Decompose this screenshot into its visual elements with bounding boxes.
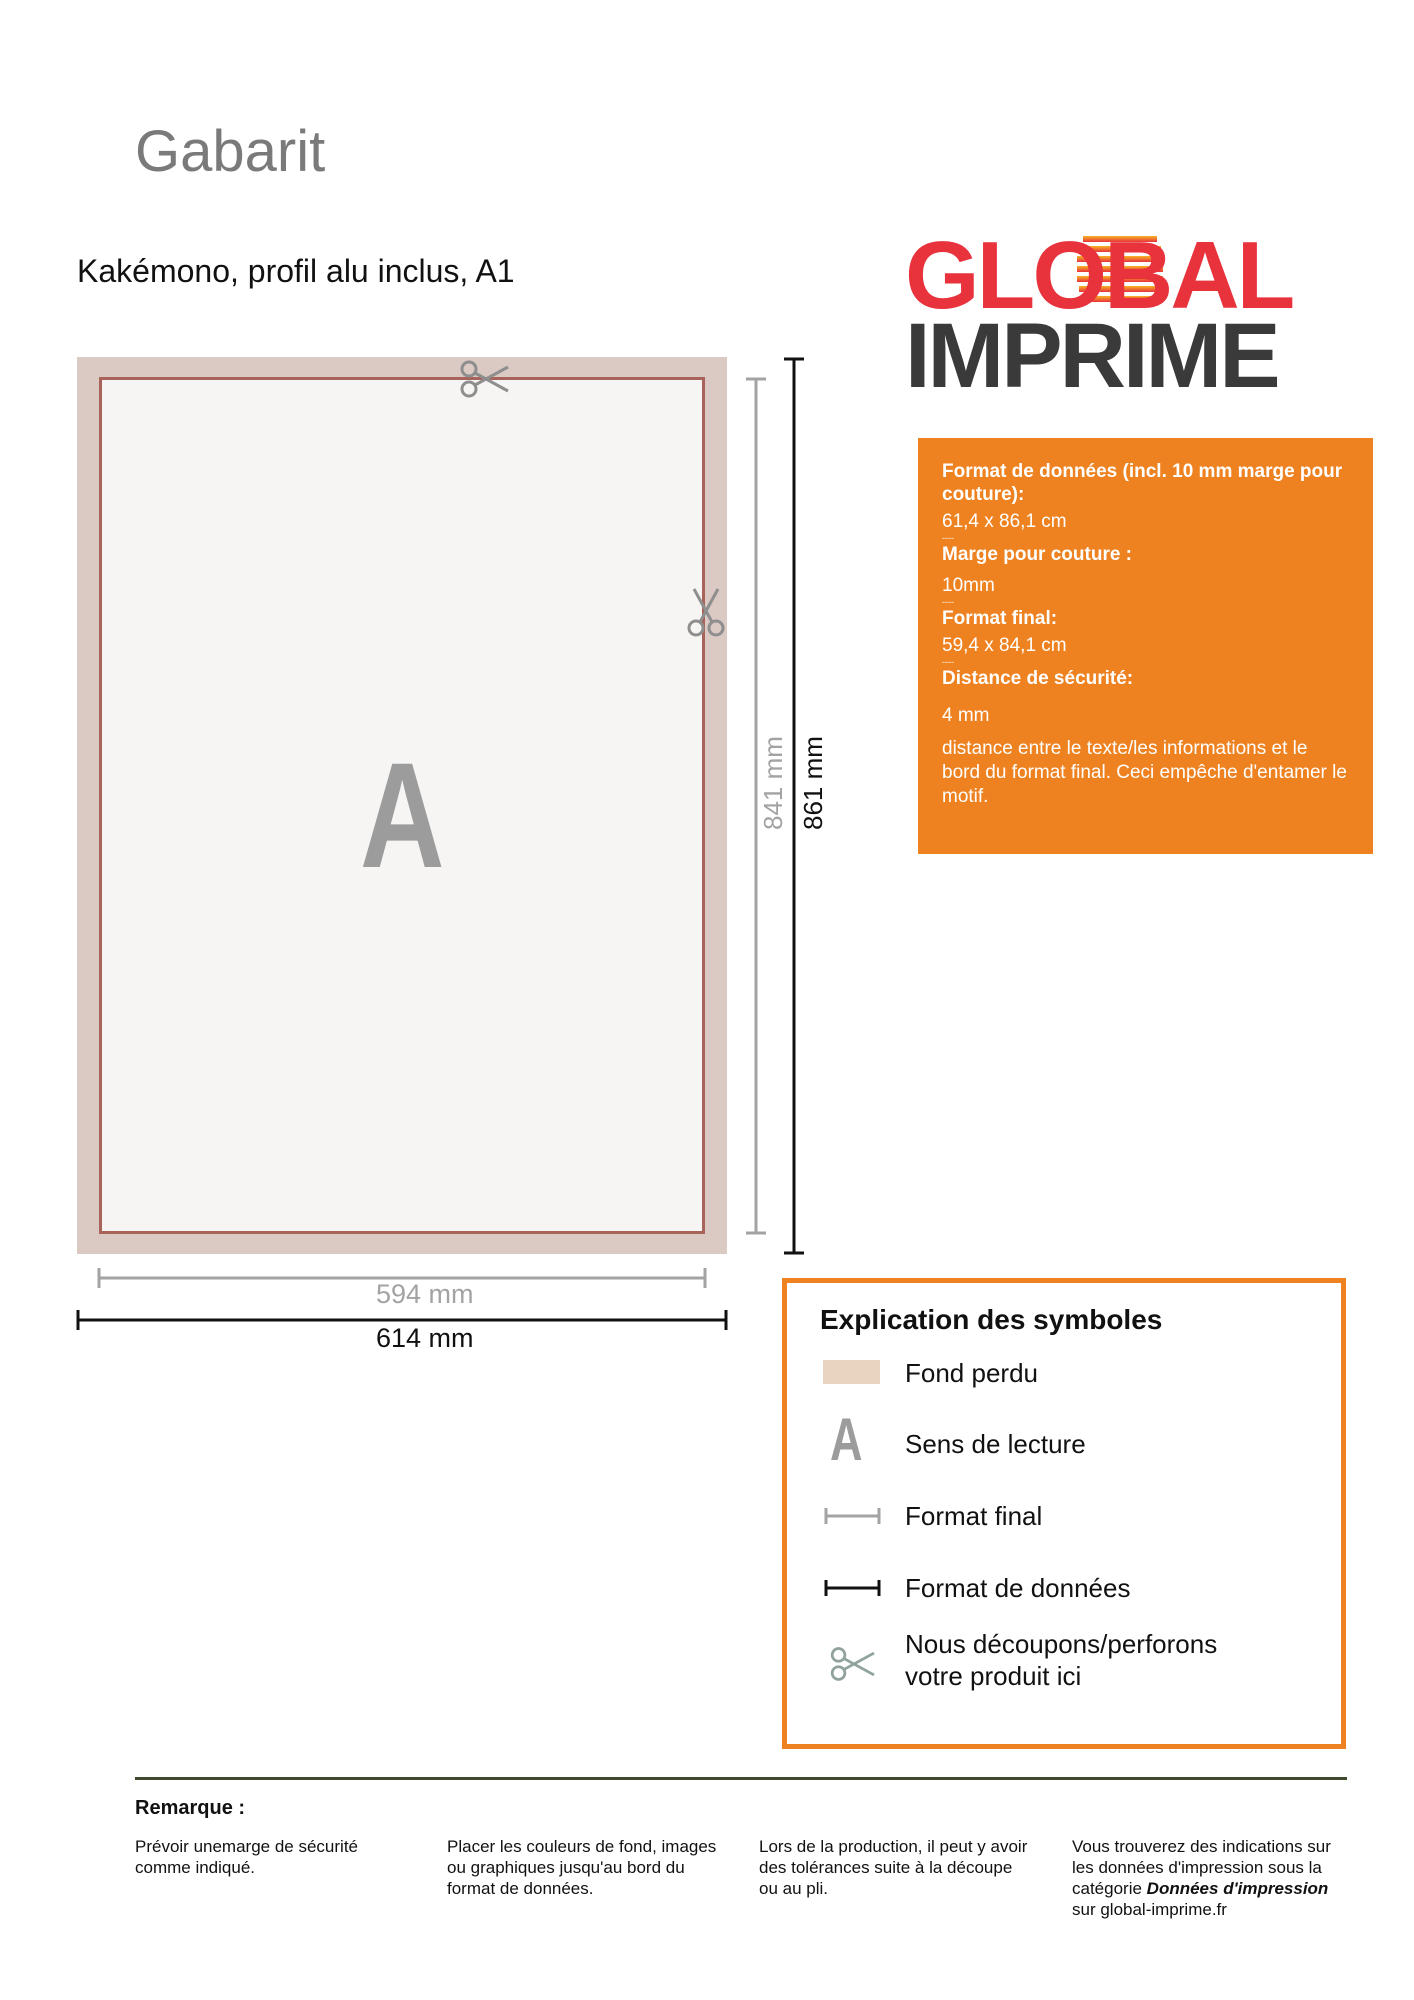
remark-col-3: Lors de la production, il peut y avoir des tolérances suite à la découpe ou au pli.: [759, 1837, 1028, 1898]
legend-cut-line2: votre produit ici: [905, 1661, 1082, 1691]
separator: ----: [942, 657, 954, 667]
remark-col-4-intro: Vous trouverez des indications sur les données d'impression sous la catégorie: [1072, 1837, 1331, 1898]
data-height-label: 861 mm: [798, 736, 828, 830]
final-format-label: Format final:: [942, 608, 1058, 629]
final-format-line-icon: [823, 1504, 883, 1528]
data-format-value: 61,4 x 86,1 cm: [942, 511, 1067, 532]
format-info-box: [918, 438, 1373, 854]
scissors-icon: [826, 1644, 882, 1684]
print-data-category: Données d'impression: [1146, 1879, 1329, 1898]
safety-distance-note: distance entre le texte/les informations et le bord du format final. Ceci empêche d'entamer le motif.: [942, 738, 1347, 807]
bleed-swatch: [823, 1360, 880, 1384]
reading-direction-letter: A: [360, 731, 445, 899]
data-format-label: Format de données (incl. 10 mm marge pour couture):: [942, 461, 1343, 505]
seam-margin-value: 10mm: [942, 575, 995, 596]
remark-col-2: Placer les couleurs de fond, images ou graphiques jusqu'au bord du format de données.: [447, 1837, 717, 1898]
legend-bleed-label: Fond perdu: [905, 1358, 1038, 1388]
website-link[interactable]: sur global-imprime.fr: [1072, 1900, 1227, 1919]
legend-cut-line1: Nous découpons/perforons: [905, 1629, 1218, 1659]
scissors-icon: [460, 357, 512, 401]
logo-line-imprime: IMPRIME: [905, 305, 1278, 407]
divider: [135, 1777, 1347, 1780]
legend-reading-label: Sens de lecture: [905, 1429, 1086, 1459]
legend-title: Explication des symboles: [820, 1304, 1163, 1335]
global-imprime-logo: [905, 222, 1293, 407]
legend-data-label: Format de données: [905, 1573, 1131, 1603]
final-format-value: 59,4 x 84,1 cm: [942, 635, 1067, 656]
final-height-label: 841 mm: [758, 736, 788, 830]
final-width-label: 594 mm: [376, 1279, 474, 1309]
separator: ----: [942, 533, 954, 543]
seam-margin-label: Marge pour couture :: [942, 544, 1133, 565]
product-name: Kakémono, profil alu inclus, A1: [77, 253, 515, 289]
remark-col-1: Prévoir unemarge de sécurité comme indiqué.: [135, 1837, 359, 1877]
separator: ----: [942, 597, 954, 607]
data-width-label: 614 mm: [376, 1323, 474, 1353]
remark-col-4: [1072, 1836, 1334, 1920]
legend-cut-label: [905, 1628, 1217, 1692]
safety-distance-label: Distance de sécurité:: [942, 668, 1134, 689]
legend-final-label: Format final: [905, 1501, 1043, 1531]
data-format-line-icon: [823, 1576, 883, 1600]
logo-line-global: GLOBAL: [905, 222, 1293, 329]
reading-direction-icon: A: [830, 1406, 863, 1473]
safety-distance-value: 4 mm: [942, 705, 990, 726]
remarks-title: Remarque :: [135, 1797, 246, 1819]
page-title: Gabarit: [135, 119, 326, 184]
scissors-icon: [684, 585, 728, 637]
